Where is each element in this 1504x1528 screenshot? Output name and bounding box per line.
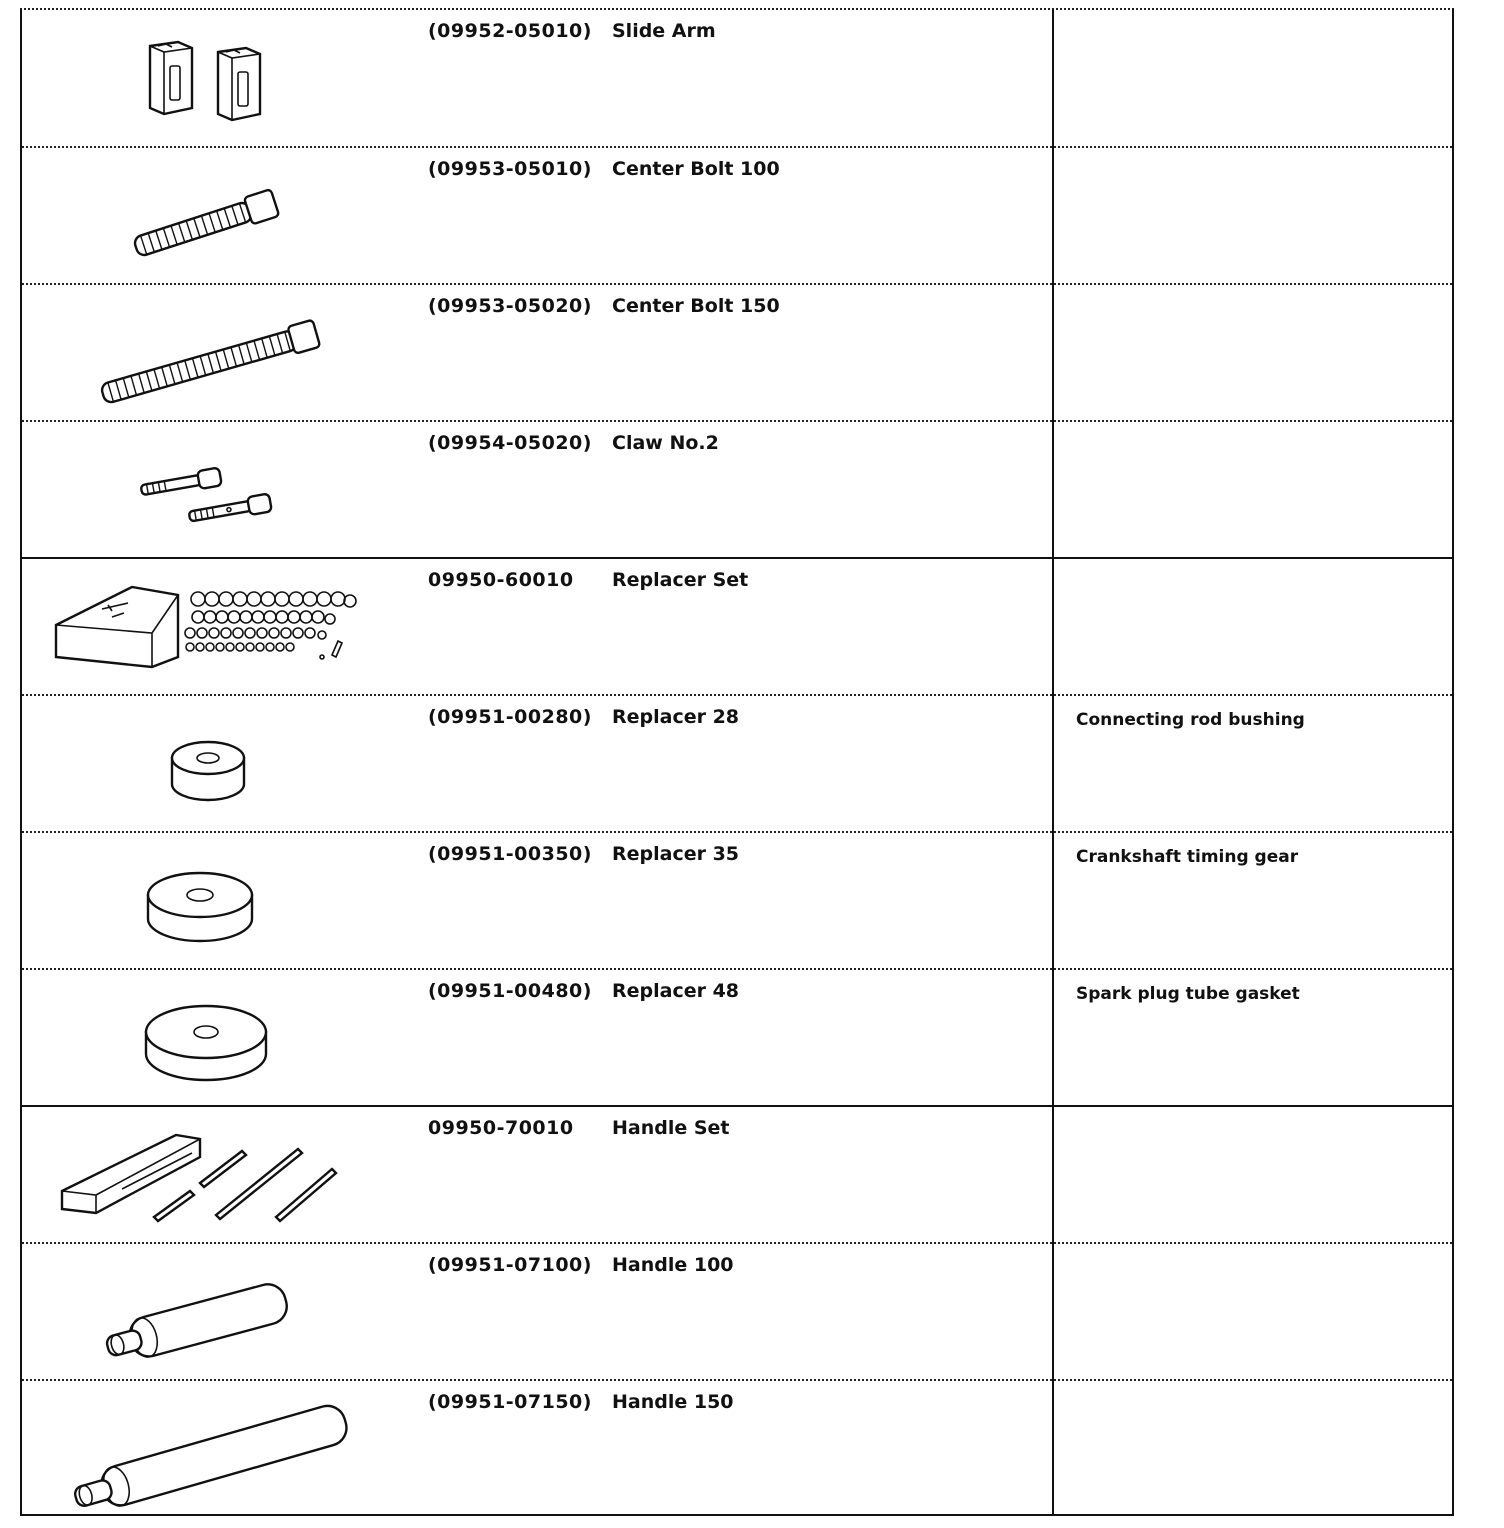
slide-arm-icon [32, 16, 412, 140]
part-number: (09954-05020) [428, 432, 592, 454]
tool-name: Replacer Set [612, 569, 749, 591]
table-row-slide-arm [22, 10, 1452, 148]
part-number: (09951-00350) [428, 843, 592, 865]
part-number: (09951-00480) [428, 980, 592, 1002]
table-row-center-bolt-100 [22, 148, 1452, 285]
table-row-center-bolt-150 [22, 285, 1452, 422]
part-number: 09950-70010 [428, 1117, 574, 1139]
part-number: (09951-07150) [428, 1391, 592, 1413]
tool-name: Handle 150 [612, 1391, 734, 1413]
part-number: (09953-05010) [428, 158, 592, 180]
claw-icon [32, 428, 412, 552]
tool-name: Replacer 35 [612, 843, 740, 865]
replacer-set-icon [32, 565, 412, 689]
tool-name: Handle Set [612, 1117, 730, 1139]
tool-name: Center Bolt 150 [612, 295, 780, 317]
usage-note: Spark plug tube gasket [1076, 984, 1300, 1004]
tool-table [20, 8, 1454, 1516]
replacer-icon [32, 839, 412, 963]
replacer-icon [32, 702, 412, 826]
tool-name: Handle 100 [612, 1254, 734, 1276]
table-row-replacer-28 [22, 696, 1452, 833]
handle-icon [32, 1387, 412, 1511]
usage-note: Connecting rod bushing [1076, 710, 1305, 730]
handle-icon [32, 1250, 412, 1374]
table-row-replacer-set [22, 559, 1452, 696]
bolt-icon [32, 291, 412, 415]
table-row-handle-set [22, 1107, 1452, 1244]
replacer-icon [32, 976, 412, 1100]
tool-name: Center Bolt 100 [612, 158, 780, 180]
table-row-claw-no2 [22, 422, 1452, 559]
part-number: (09952-05010) [428, 20, 592, 42]
usage-note: Crankshaft timing gear [1076, 847, 1299, 867]
table-row-replacer-35 [22, 833, 1452, 970]
tool-name: Claw No.2 [612, 432, 719, 454]
part-number: (09953-05020) [428, 295, 592, 317]
handle-set-icon [32, 1113, 412, 1237]
bolt-icon [32, 154, 412, 278]
part-number: (09951-00280) [428, 706, 592, 728]
part-number: 09950-60010 [428, 569, 574, 591]
part-number: (09951-07100) [428, 1254, 592, 1276]
tool-name: Slide Arm [612, 20, 716, 42]
tool-name: Replacer 28 [612, 706, 740, 728]
table-row-handle-100 [22, 1244, 1452, 1381]
table-row-replacer-48 [22, 970, 1452, 1107]
tool-name: Replacer 48 [612, 980, 740, 1002]
table-row-handle-150 [22, 1381, 1452, 1516]
